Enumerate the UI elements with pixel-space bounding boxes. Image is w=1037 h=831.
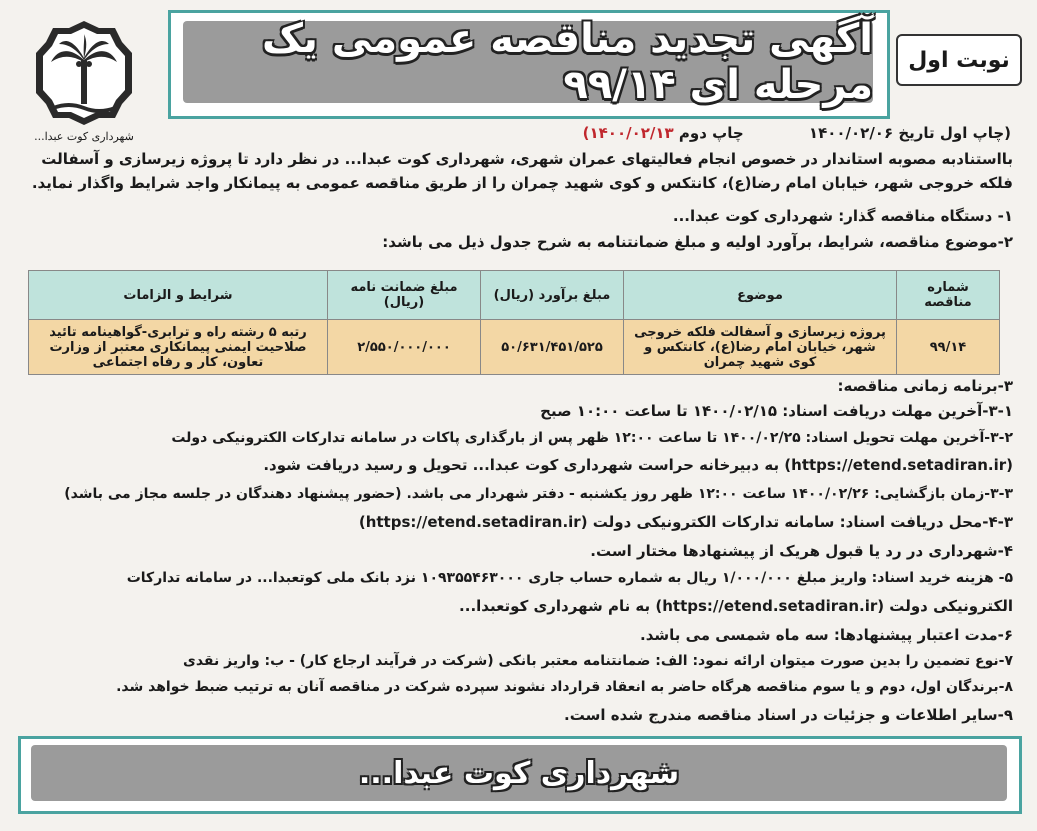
col-guarantee: مبلغ ضمانت نامه (ریال) bbox=[328, 271, 481, 320]
item-3-1: ۳-۱-آخرین مهلت دریافت اسناد: ۱۴۰۰/۰۲/۱۵ تا ساعت ۱۰:۰۰ صبح bbox=[540, 402, 1013, 420]
page-title: آگهی تجدید مناقصه عمومی یک مرحله ای ۹۹/۱۴ bbox=[261, 16, 873, 108]
cell-number: ۹۹/۱۴ bbox=[897, 320, 1000, 375]
cell-estimate: ۵۰/۶۳۱/۴۵۱/۵۲۵ bbox=[481, 320, 624, 375]
item-6: ۶-مدت اعتبار پیشنهادها: سه ماه شمسی می باشد. bbox=[640, 626, 1013, 644]
item-4: ۴-شهرداری در رد یا قبول هریک از پیشنهادها مختار است. bbox=[590, 542, 1013, 560]
col-subject: موضوع bbox=[624, 271, 897, 320]
cell-subject: پروژه زیرسازی و آسفالت فلکه خروجی شهر، خیابان امام رضا(ع)، کانتکس و کوی شهید چمران bbox=[624, 320, 897, 375]
print-first: (چاپ اول تاریخ ۱۴۰۰/۰۲/۰۶ bbox=[808, 124, 1011, 142]
item-3-2a: ۳-۲-آخرین مهلت تحویل اسناد: ۱۴۰۰/۰۲/۲۵ تا ساعت ۱۲:۰۰ ظهر پس از بارگذاری پاکات در سامانه تدارکات الکترونیکی دولت bbox=[171, 430, 1013, 446]
col-estimate: مبلغ برآورد (ریال) bbox=[481, 271, 624, 320]
item-7: ۷-نوع تضمین را بدین صورت میتوان ارائه نمود: الف: ضمانتنامه معتبر بانکی (شرکت در فرآیند ارجاع کار) - ب: واریز نقدی bbox=[183, 653, 1013, 669]
col-conditions: شرایط و الزامات bbox=[29, 271, 328, 320]
table-row bbox=[29, 320, 1000, 375]
item-8: ۸-برندگان اول، دوم و یا سوم مناقصه هرگاه حاضر به انعقاد قرارداد نشوند سپرده شرکت در مناقصه آنان به ترتیب ضبط خواهد شد. bbox=[116, 679, 1013, 695]
intro-line-2: فلکه خروجی شهر، خیابان امام رضا(ع)، کانتکس و کوی شهید چمران را از طریق مناقصه عمومی به پیمانکار واجد شرایط واگذار نماید. bbox=[31, 174, 1013, 192]
logo-caption: شهرداری کوت عبدا... bbox=[34, 130, 134, 143]
item-3-2b: (https://etend.setadiran.ir) به دبیرخانه حراست شهرداری کوت عبدا... تحویل و رسید دریافت شود. bbox=[263, 456, 1013, 474]
title-banner bbox=[183, 16, 873, 108]
table-header-row bbox=[29, 271, 1000, 320]
title-frame bbox=[168, 10, 890, 119]
col-number: شماره مناقصه bbox=[897, 271, 1000, 320]
item-5b: الکترونیکی دولت (https://etend.setadiran.ir) به نام شهرداری کوتعبدا... bbox=[459, 597, 1013, 615]
palm-tree-emblem-icon bbox=[29, 18, 139, 128]
item-3: ۳-برنامه زمانی مناقصه: bbox=[837, 377, 1013, 395]
print-dates bbox=[583, 124, 1011, 142]
item-3-3: ۳-۳-زمان بازگشایی: ۱۴۰۰/۰۲/۲۶ ساعت ۱۲:۰۰ ظهر روز یکشنبه - دفتر شهردار می باشد. (حضور پیشنهاد دهندگان در جلسه مجاز می باشد) bbox=[64, 486, 1013, 502]
item-2: ۲-موضوع مناقصه، شرایط، برآورد اولیه و مبلغ ضمانتنامه به شرح جدول ذیل می باشد: bbox=[382, 233, 1013, 251]
print-second-label: چاپ دوم bbox=[678, 124, 744, 142]
municipality-logo bbox=[20, 18, 148, 170]
item-1: ۱- دستگاه مناقصه گذار: شهرداری کوت عبدا... bbox=[672, 207, 1013, 225]
cell-conditions: رتبه ۵ رشته راه و ترابری-گواهینامه تائید صلاحیت ایمنی پیمانکاری معتبر از وزارت تعاون، کار و رفاه اجتماعی bbox=[29, 320, 328, 375]
turn-badge: نوبت اول bbox=[896, 34, 1022, 86]
print-second-date: ۱۴۰۰/۰۲/۱۳) bbox=[582, 124, 674, 142]
footer-banner bbox=[31, 745, 1007, 801]
footer-title: شهرداری کوت عبدا... bbox=[358, 755, 680, 791]
intro-line-1: بااستنادبه مصوبه استاندار در خصوص انجام فعالیتهای عمران شهری، شهرداری کوت عبدا... در نظر دارد تا پروژه زیرسازی و آسفالت bbox=[41, 150, 1013, 168]
cell-guarantee: ۲/۵۵۰/۰۰۰/۰۰۰ bbox=[328, 320, 481, 375]
item-5a: ۵- هزینه خرید اسناد: واریز مبلغ ۱/۰۰۰/۰۰۰ ریال به شماره حساب جاری ۱۰۹۳۵۵۴۶۳۰۰۰ نزد بانک ملی کوتعبدا... در سامانه تدارکات bbox=[126, 570, 1013, 586]
item-9: ۹-سایر اطلاعات و جزئیات در اسناد مناقصه مندرج شده است. bbox=[564, 706, 1013, 724]
tender-table bbox=[28, 270, 1000, 375]
item-3-4: ۴-۳-محل دریافت اسناد: سامانه تدارکات الکترونیکی دولت (https://etend.setadiran.ir) bbox=[358, 513, 1013, 531]
footer-frame bbox=[18, 736, 1022, 814]
